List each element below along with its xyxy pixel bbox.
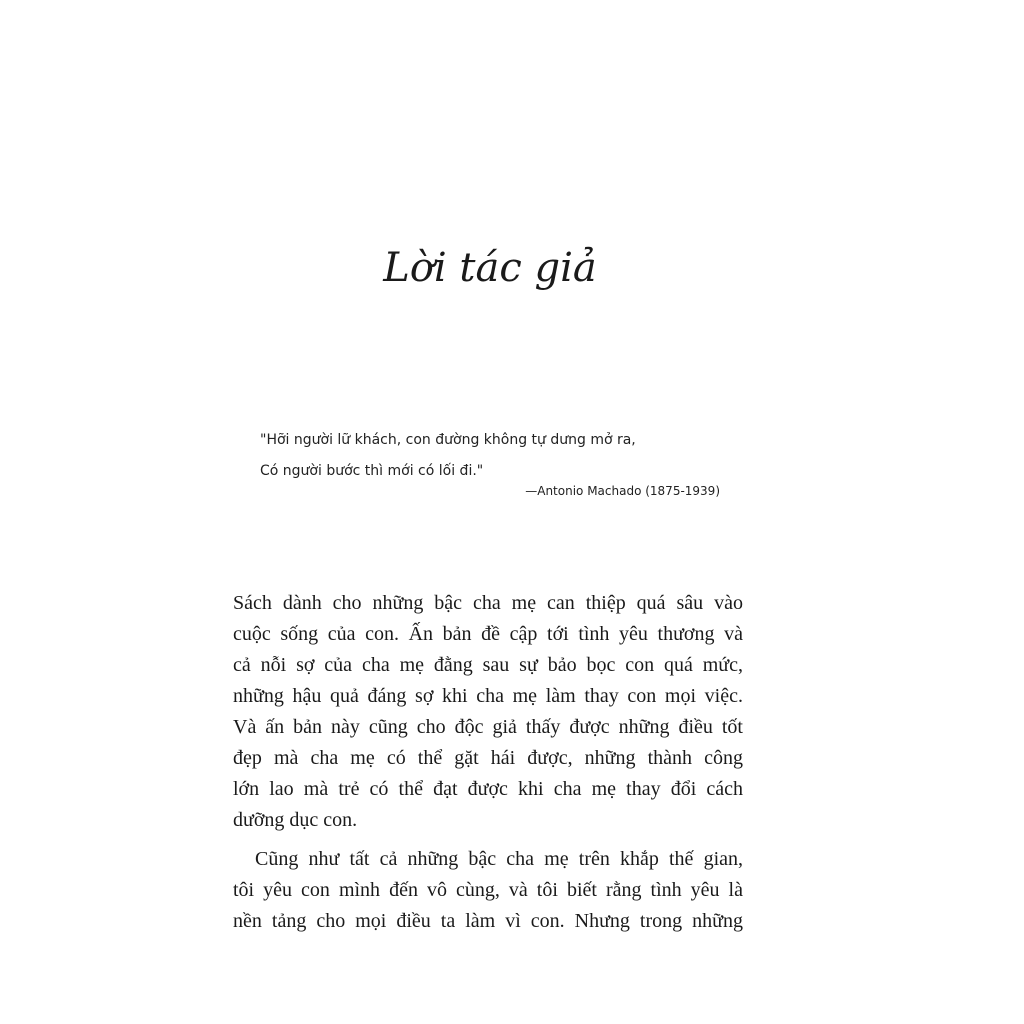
body-text (233, 588, 743, 937)
text-line: lớn lao mà trẻ có thể đạt được khi cha mẹ thay đổi cách (233, 778, 743, 800)
epigraph (260, 425, 720, 501)
paragraph (233, 588, 743, 836)
epigraph-line: "Hỡi người lữ khách, con đường không tự dưng mở ra, (260, 432, 636, 448)
text-line: cuộc sống của con. Ấn bản đề cập tới tình yêu thương và (233, 623, 743, 645)
text-line: đẹp mà cha mẹ có thể gặt hái được, những thành công (233, 747, 743, 769)
text-line: nền tảng cho mọi điều ta làm vì con. Nhưng trong những (233, 910, 743, 932)
epigraph-attribution: —Antonio Machado (1875-1939) (525, 484, 720, 498)
text-line: tôi yêu con mình đến vô cùng, và tôi biết rằng tình yêu là (233, 879, 743, 901)
text-line: Sách dành cho những bậc cha mẹ can thiệp quá sâu vào (233, 592, 743, 614)
text-line: dưỡng dục con. (233, 809, 358, 831)
text-line: cả nỗi sợ của cha mẹ đằng sau sự bảo bọc con quá mức, (233, 654, 743, 676)
page-title: Lời tác giả (383, 245, 597, 291)
epigraph-line: Có người bước thì mới có lối đi." (260, 463, 484, 479)
text-line: những hậu quả đáng sợ khi cha mẹ làm thay con mọi việc. (233, 685, 743, 707)
text-line: Và ấn bản này cũng cho độc giả thấy được những điều tốt (233, 716, 743, 738)
text-line: Cũng như tất cả những bậc cha mẹ trên khắp thế gian, (255, 848, 743, 870)
paragraph (233, 844, 743, 937)
